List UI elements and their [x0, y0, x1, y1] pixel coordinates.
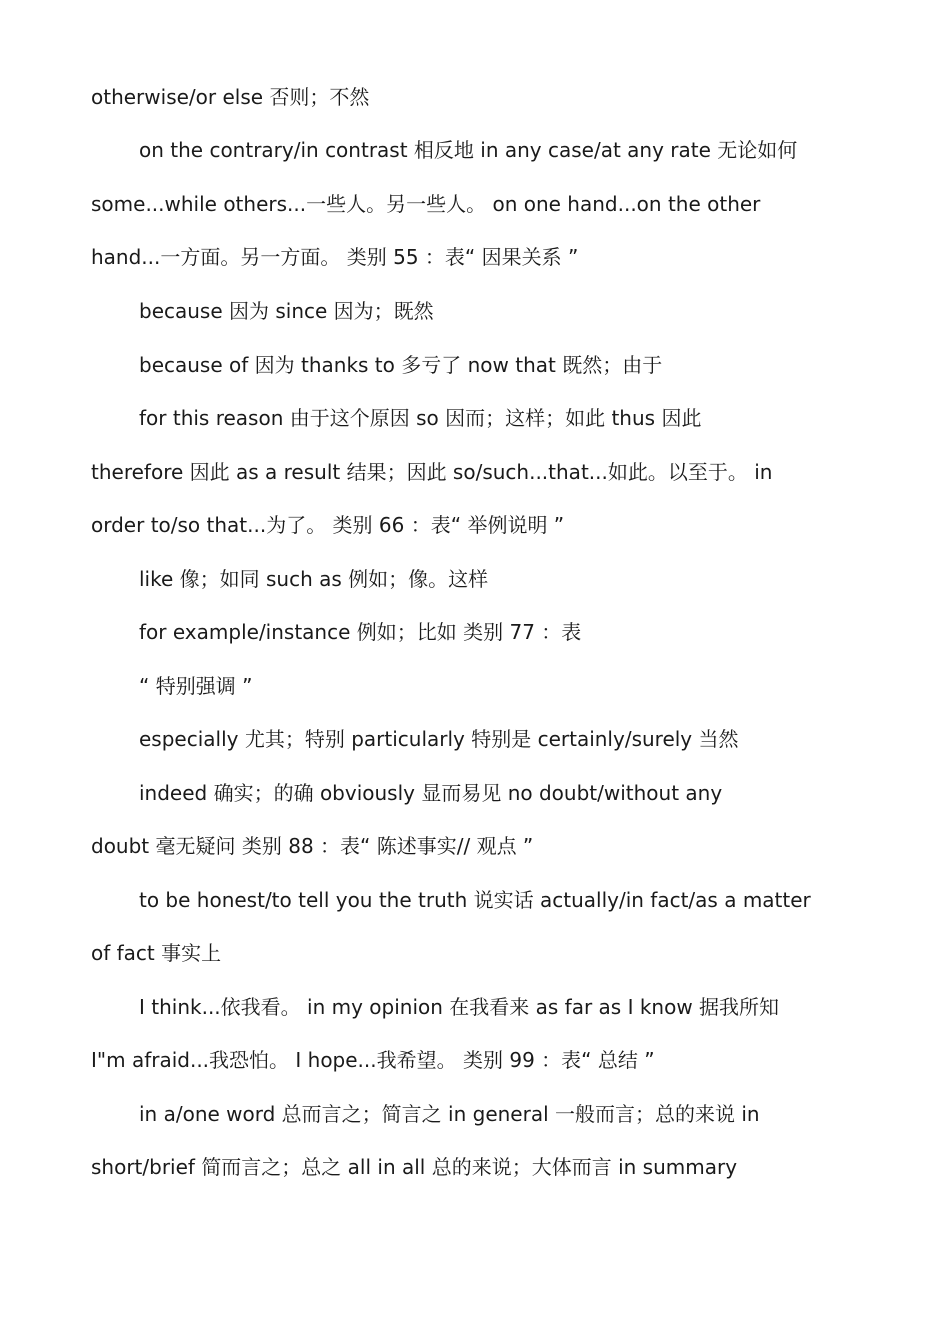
text-line: for this reason 由于这个原因 so 因而；这样；如此 thus 因此	[139, 406, 702, 430]
text-line: hand...一方面。另一方面。 类别 55 ：表“ 因果关系 ”	[91, 245, 579, 269]
text-line: to be honest/to tell you the truth 说实话 actually/in fact/as a matter	[139, 888, 811, 912]
text-line: I think...依我看。 in my opinion 在我看来 as far as I know 据我所知	[139, 995, 780, 1019]
text-line: some...while others...一些人。另一些人。 on one hand...on the other	[91, 192, 761, 216]
text-line: like 像；如同 such as 例如；像。这样	[139, 567, 489, 591]
text-line: of fact 事实上	[91, 941, 222, 965]
text-line: especially 尤其；特别 particularly 特别是 certainly/surely 当然	[139, 727, 739, 751]
text-line: in a/one word 总而言之；简言之 in general 一般而言；总的来说 in	[139, 1102, 760, 1126]
text-line: otherwise/or else 否则；不然	[91, 85, 370, 109]
text-line: order to/so that...为了。 类别 66 ：表“ 举例说明 ”	[91, 513, 565, 537]
text-line: therefore 因此 as a result 结果；因此 so/such...that...如此。以至于。 in	[91, 460, 773, 484]
text-line: because 因为 since 因为；既然	[139, 299, 434, 323]
text-line: for example/instance 例如；比如 类别 77 ：表	[139, 620, 582, 644]
text-line: short/brief 简而言之；总之 all in all 总的来说；大体而言 in summary	[91, 1155, 738, 1179]
text-line: because of 因为 thanks to 多亏了 now that 既然；由于	[139, 353, 663, 377]
text-line: indeed 确实；的确 obviously 显而易见 no doubt/without any	[139, 781, 723, 805]
text-line: I"m afraid...我恐怕。 I hope...我希望。 类别 99 ：表“ 总结 ”	[91, 1048, 655, 1072]
text-line: on the contrary/in contrast 相反地 in any case/at any rate 无论如何	[139, 138, 798, 162]
text-line: doubt 毫无疑问 类别 88 ：表“ 陈述事实// 观点 ”	[91, 834, 534, 858]
text-line: “ 特别强调 ”	[139, 674, 253, 698]
